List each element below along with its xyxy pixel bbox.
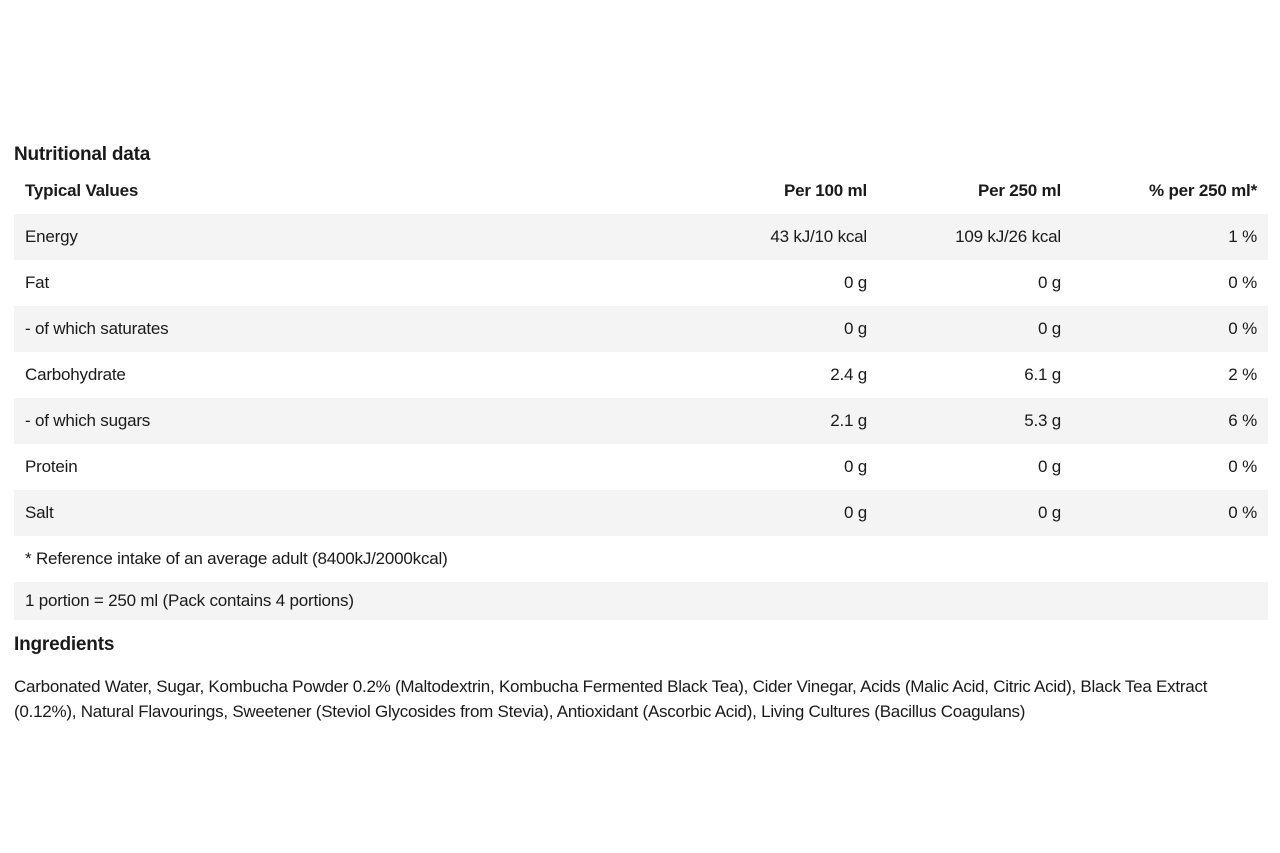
row-per-250ml: 0 g <box>1037 503 1061 522</box>
nutrition-title: Nutritional data <box>14 144 151 165</box>
reference-intake-footnote: * Reference intake of an average adult (8400kJ/2000kcal) <box>25 549 448 568</box>
row-label: Protein <box>25 457 78 476</box>
row-percent: 0 % <box>1228 503 1257 522</box>
row-per-100ml: 0 g <box>843 503 867 522</box>
table-row <box>14 260 1268 306</box>
table-row <box>14 398 1268 444</box>
header-typical-values: Typical Values <box>25 181 139 200</box>
nutrition-table-header <box>14 168 1268 214</box>
row-per-100ml: 2.4 g <box>830 365 867 384</box>
nutrition-table <box>14 168 1268 620</box>
row-label: - of which saturates <box>25 319 169 338</box>
footnote-row <box>14 536 1268 582</box>
row-percent: 2 % <box>1228 365 1257 384</box>
table-row <box>14 214 1268 260</box>
row-per-250ml: 0 g <box>1037 319 1061 338</box>
row-percent: 6 % <box>1228 411 1257 430</box>
row-per-100ml: 0 g <box>843 273 867 292</box>
row-percent: 1 % <box>1228 227 1257 246</box>
header-per-250ml: Per 250 ml <box>977 181 1061 200</box>
header-row <box>14 168 1268 214</box>
table-row <box>14 490 1268 536</box>
portion-row <box>14 582 1268 620</box>
row-per-100ml: 0 g <box>843 457 867 476</box>
row-label: - of which sugars <box>25 411 151 430</box>
row-label: Carbohydrate <box>25 365 126 384</box>
row-percent: 0 % <box>1228 457 1257 476</box>
nutrition-table-body <box>14 214 1268 620</box>
ingredients-list: Carbonated Water, Sugar, Kombucha Powder 0.2% (Maltodextrin, Kombucha Fermented Black Tea), Cider Vinegar, Acids (Malic Acid, Citric Acid), Black Tea Extract (0.12%), Natural Flavourings, Sweetener (Steviol Glycosides from Stevia), Antioxidant (Ascorbic Acid), Living Cultures (Bacillus Coagulans) <box>14 676 1208 721</box>
header-per-100ml: Per 100 ml <box>783 181 867 200</box>
ingredients-title: Ingredients <box>14 634 115 655</box>
row-per-250ml: 109 kJ/26 kcal <box>955 227 1061 246</box>
portion-info: 1 portion = 250 ml (Pack contains 4 portions) <box>25 591 354 610</box>
row-per-100ml: 2.1 g <box>830 411 867 430</box>
row-label: Fat <box>25 273 49 292</box>
row-label: Salt <box>25 503 54 522</box>
row-percent: 0 % <box>1228 319 1257 338</box>
table-row <box>14 306 1268 352</box>
product-details <box>14 142 1268 724</box>
row-percent: 0 % <box>1228 273 1257 292</box>
row-per-250ml: 0 g <box>1037 273 1061 292</box>
row-label: Energy <box>25 227 78 246</box>
header-percent-per-250ml: % per 250 ml* <box>1149 181 1257 200</box>
row-per-250ml: 6.1 g <box>1024 365 1061 384</box>
row-per-100ml: 43 kJ/10 kcal <box>770 227 867 246</box>
row-per-250ml: 0 g <box>1037 457 1061 476</box>
table-row <box>14 352 1268 398</box>
row-per-250ml: 5.3 g <box>1024 411 1061 430</box>
table-row <box>14 444 1268 490</box>
row-per-100ml: 0 g <box>843 319 867 338</box>
